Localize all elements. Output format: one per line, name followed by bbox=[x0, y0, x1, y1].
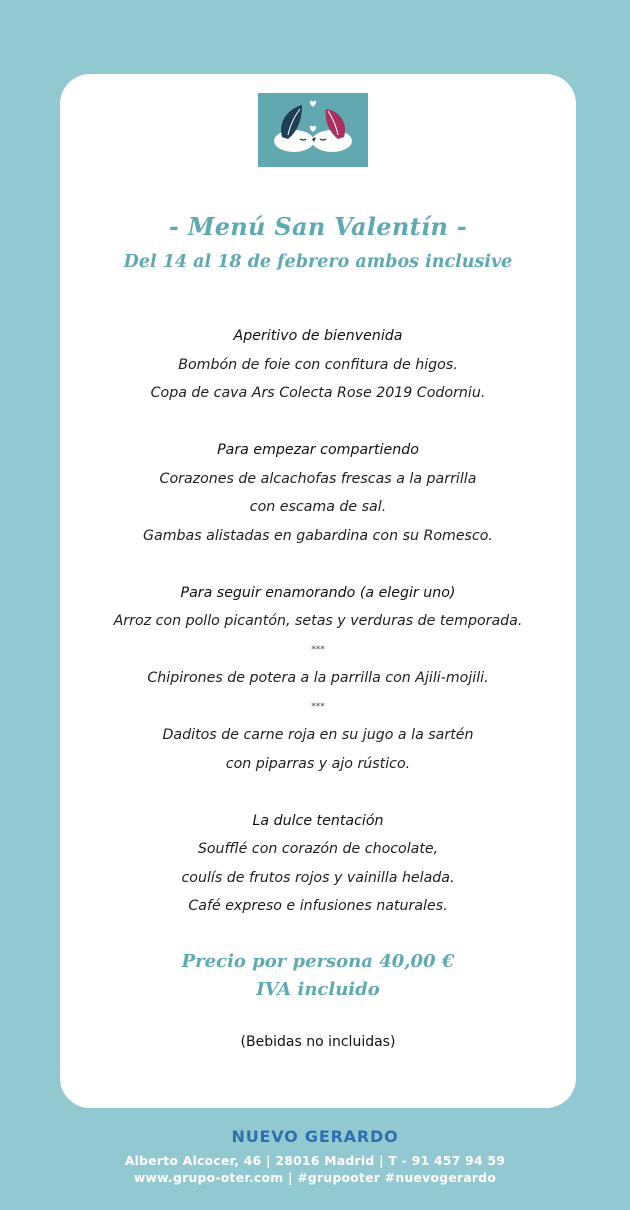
dish-line: Soufflé con corazón de chocolate, bbox=[197, 841, 439, 857]
dish-line: Corazones de alcachofas frescas a la parrilla bbox=[159, 470, 477, 487]
section-title: La dulce tentación bbox=[252, 812, 384, 829]
dish-line: Gambas alistadas en gabardina con su Romesco. bbox=[143, 527, 493, 544]
footer-brand: NUEVO GERARDO bbox=[231, 1127, 399, 1146]
footer-address: Alberto Alcocer, 46 | 28016 Madrid | T - 91 457 94 59 bbox=[124, 1154, 506, 1168]
section-title: Aperitivo de bienvenida bbox=[233, 328, 403, 344]
section-title: Para empezar compartiendo bbox=[217, 442, 419, 458]
dish-line: con piparras y ajo rústico. bbox=[225, 755, 411, 772]
dish-line: coulís de frutos rojos y vainilla helada. bbox=[181, 869, 455, 886]
price-line: Precio por persona 40,00 € bbox=[181, 951, 455, 972]
menu-sections bbox=[60, 322, 576, 949]
section-title: Para seguir enamorando (a elegir uno) bbox=[180, 584, 456, 601]
price-block bbox=[60, 948, 576, 1004]
dish-line: Chipirones de potera a la parrilla con Ajili-mojili. bbox=[147, 670, 489, 686]
dish-line: Arroz con pollo picantón, setas y verduras de temporada. bbox=[113, 613, 523, 629]
section-dulce bbox=[60, 807, 576, 921]
vat-line: IVA incluido bbox=[256, 979, 380, 1000]
menu-card bbox=[60, 74, 576, 1108]
footer-web: www.grupo-oter.com | #grupooter #nuevogerardo bbox=[133, 1171, 497, 1185]
separator: *** bbox=[311, 644, 325, 655]
dish-line: Copa de cava Ars Colecta Rose 2019 Codorniu. bbox=[150, 385, 486, 401]
dish-line: Café expreso e infusiones naturales. bbox=[188, 898, 448, 914]
drinks-note: (Bebidas no incluidas) bbox=[240, 1034, 396, 1050]
menu-title: - Menú San Valentín - bbox=[168, 212, 468, 241]
section-empezar bbox=[60, 436, 576, 550]
birds-heart-icon bbox=[258, 93, 368, 167]
dish-line: con escama de sal. bbox=[249, 499, 387, 515]
dish-line: Daditos de carne roja en su jugo a la sartén bbox=[162, 727, 474, 743]
section-seguir bbox=[60, 579, 576, 779]
section-aperitivo bbox=[60, 322, 576, 408]
two-birds-heart-logo bbox=[258, 93, 368, 167]
separator: *** bbox=[311, 701, 325, 712]
dish-line: Bombón de foie con confitura de higos. bbox=[178, 356, 458, 373]
menu-dates: Del 14 al 18 de febrero ambos inclusive bbox=[123, 252, 513, 272]
